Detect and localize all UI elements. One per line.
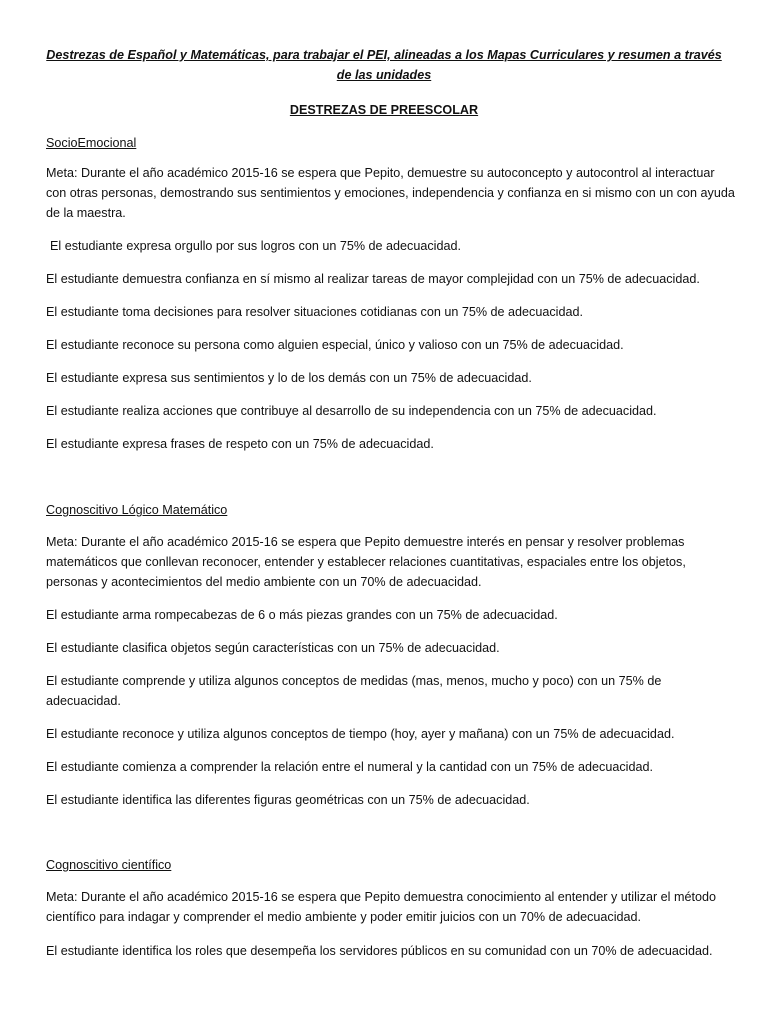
skill-item: El estudiante expresa frases de respeto con un 75% de adecuacidad. (46, 437, 434, 451)
skill-item: El estudiante arma rompecabezas de 6 o más piezas grandes con un 75% de adecuacidad. (46, 608, 558, 622)
section-goal: Meta: Durante el año académico 2015-16 se espera que Pepito demuestra conocimiento al entender y utilizar el método científico para indagar y comprender el medio ambiente y poder emitir juicios con un 70% de adecuacidad. (46, 890, 716, 924)
skill-item: El estudiante clasifica objetos según características con un 75% de adecuacidad. (46, 641, 500, 655)
skill-item: El estudiante toma decisiones para resolver situaciones cotidianas con un 75% de adecuacidad. (46, 305, 583, 319)
skill-item: El estudiante comienza a comprender la relación entre el numeral y la cantidad con un 75% de adecuacidad. (46, 760, 653, 774)
section-goal: Meta: Durante el año académico 2015-16 se espera que Pepito demuestre interés en pensar y resolver problemas matemáticos que conllevan reconocer, entender y establecer relaciones cuantitativas, espaciales entre los objetos, personas y acontecimientos del medio ambiente con un 70% de adecuacidad. (46, 535, 686, 589)
skill-item: El estudiante identifica las diferentes figuras geométricas con un 75% de adecuacidad. (46, 793, 530, 807)
skill-item: El estudiante comprende y utiliza algunos conceptos de medidas (mas, menos, mucho y poco) con un 75% de adecuacidad. (46, 674, 662, 708)
skill-item: El estudiante realiza acciones que contribuye al desarrollo de su independencia con un 75% de adecuacidad. (46, 404, 657, 418)
document-title: Destrezas de Español y Matemáticas, para trabajar el PEI, alineadas a los Mapas Curriculares y resumen a través de las unidades (46, 48, 722, 82)
skill-item: El estudiante identifica los roles que desempeña los servidores públicos en su comunidad con un 70% de adecuacidad. (46, 944, 713, 958)
skill-item: El estudiante expresa sus sentimientos y lo de los demás con un 75% de adecuacidad. (46, 371, 532, 385)
document-subtitle: DESTREZAS DE PREESCOLAR (289, 103, 479, 117)
skill-item: El estudiante reconoce y utiliza algunos conceptos de tiempo (hoy, ayer y mañana) con un 75% de adecuacidad. (46, 727, 675, 741)
skill-item: El estudiante reconoce su persona como alguien especial, único y valioso con un 75% de adecuacidad. (46, 338, 624, 352)
skill-item: El estudiante expresa orgullo por sus logros con un 75% de adecuacidad. (50, 239, 461, 253)
section-goal: Meta: Durante el año académico 2015-16 se espera que Pepito, demuestre su autoconcepto y autocontrol al interactuar con otras personas, demostrando sus sentimientos y emociones, independencia y confianza en si mismo con un con ayuda de la maestra. (46, 166, 735, 220)
section-heading-socioemocional: SocioEmocional (46, 136, 137, 150)
section-heading-cientifico: Cognoscitivo científico (46, 858, 172, 872)
section-heading-logico-matematico: Cognoscitivo Lógico Matemático (46, 503, 228, 517)
skill-item: El estudiante demuestra confianza en sí mismo al realizar tareas de mayor complejidad con un 75% de adecuacidad. (46, 272, 700, 286)
